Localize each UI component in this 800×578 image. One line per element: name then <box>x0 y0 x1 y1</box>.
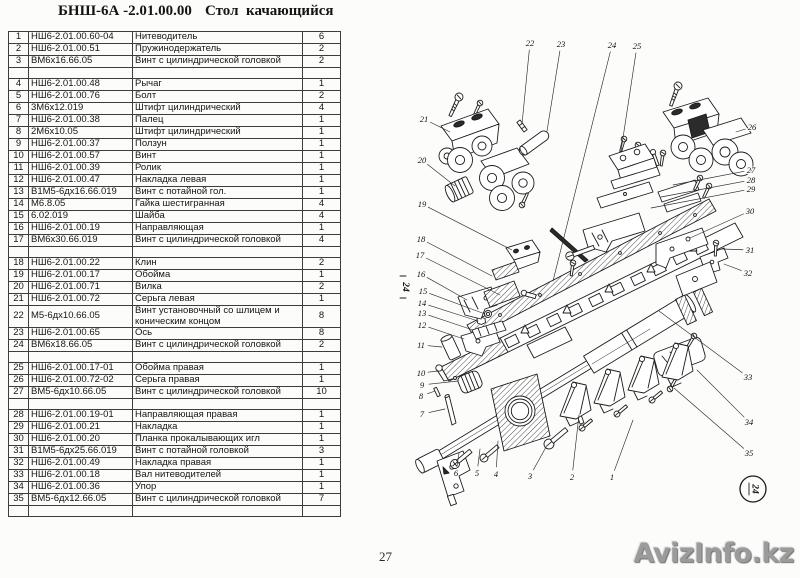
part-code-cell: ВМ6х18.66.05 <box>29 340 133 352</box>
callout-leader-22 <box>522 50 529 124</box>
table-row <box>9 235 341 247</box>
pin-cylinder-part <box>517 129 550 157</box>
part-name-cell: Вал нитеводителей <box>133 470 303 482</box>
part-code-cell: НШ6-2.01.00.21 <box>29 422 133 434</box>
part-name-cell: Винт установочный со шлицем и коническим концом <box>133 306 303 328</box>
table-row <box>9 434 341 446</box>
part-number-cell: 18 <box>9 258 29 270</box>
part-qty-cell: 1 <box>303 434 341 446</box>
callout-leader-17 <box>426 258 500 295</box>
table-row <box>9 340 341 352</box>
part-qty-cell: 3 <box>303 446 341 458</box>
part-name-cell: Штифт цилиндрический <box>133 127 303 139</box>
part-number-cell: 9 <box>9 139 29 151</box>
part-name-cell: Пружинодержатель <box>133 44 303 56</box>
link-lever-part <box>628 356 659 400</box>
part-number-cell: 15 <box>9 211 29 223</box>
callout-23: 23 <box>556 38 566 49</box>
part-number-cell: 13 <box>9 187 29 199</box>
callout-leader-8 <box>428 391 435 394</box>
table-row <box>9 115 341 127</box>
table-row <box>9 103 341 115</box>
callout-29: 29 <box>746 183 756 194</box>
callout-leader-19 <box>428 207 512 250</box>
part-qty-cell: 1 <box>303 363 341 375</box>
part-number-cell: 17 <box>9 235 29 247</box>
empty-cell <box>303 506 341 517</box>
part-code-cell: 6.02.019 <box>29 211 133 223</box>
part-code-cell: 3М6х12.019 <box>29 103 133 115</box>
table-row <box>9 282 341 294</box>
finger-part <box>444 394 456 425</box>
part-name-cell: Вилка <box>133 282 303 294</box>
table-row <box>9 175 341 187</box>
part-name-cell: Накладка <box>133 422 303 434</box>
part-number-cell: 1 <box>9 32 29 44</box>
table-spacer-row <box>9 352 341 363</box>
table-row <box>9 151 341 163</box>
part-qty-cell: 2 <box>303 56 341 68</box>
table-spacer-row <box>9 247 341 258</box>
part-qty-cell: 4 <box>303 199 341 211</box>
callout-20: 20 <box>417 154 427 165</box>
callout-leader-32 <box>724 264 741 271</box>
callout-9: 9 <box>419 379 425 390</box>
callout-1: 1 <box>609 471 615 482</box>
table-spacer-row <box>9 506 341 517</box>
part-qty-cell: 6 <box>303 32 341 44</box>
callout-33: 33 <box>743 371 753 382</box>
callout-30: 30 <box>745 205 755 216</box>
callout-leader-11 <box>428 346 442 347</box>
table-row <box>9 270 341 282</box>
part-code-cell: НШ6-2.01.00.39 <box>29 163 133 175</box>
part-code-cell: НШ6-2.01.00.19-01 <box>29 410 133 422</box>
view-marker <box>740 476 766 502</box>
empty-cell <box>9 399 29 410</box>
callout-34: 34 <box>744 416 754 427</box>
part-qty-cell: 10 <box>303 387 341 399</box>
part-number-cell: 25 <box>9 363 29 375</box>
exploded-view-diagram <box>398 20 800 525</box>
roller-part <box>440 334 461 361</box>
part-name-cell: Винт с потайной головкой <box>133 446 303 458</box>
part-name-cell: Ползун <box>133 139 303 151</box>
callout-17: 17 <box>415 249 425 260</box>
part-qty-cell: 2 <box>303 258 341 270</box>
link-lever-part <box>560 382 591 426</box>
callout-leader-16 <box>427 277 467 300</box>
part-code-cell: НШ6-2.01.00.49 <box>29 458 133 470</box>
part-qty-cell: 4 <box>303 235 341 247</box>
empty-cell <box>303 68 341 79</box>
part-qty-cell: 1 <box>303 139 341 151</box>
empty-cell <box>29 399 133 410</box>
callout-6: 6 <box>453 467 459 478</box>
empty-cell <box>9 68 29 79</box>
callout-27: 27 <box>746 164 756 175</box>
part-name-cell: Винт с потайной гол. <box>133 187 303 199</box>
callout-leader-3 <box>533 447 546 470</box>
part-number-cell: 11 <box>9 163 29 175</box>
empty-cell <box>9 247 29 258</box>
part-number-cell: 10 <box>9 151 29 163</box>
part-code-cell: НШ6-2.01.00.17-01 <box>29 363 133 375</box>
callout-25: 25 <box>632 40 642 51</box>
table-row <box>9 91 341 103</box>
part-code-cell: НШ6-2.01.00.51 <box>29 44 133 56</box>
callout-19: 19 <box>417 198 427 209</box>
part-number-cell: 22 <box>9 306 29 328</box>
part-qty-cell: 4 <box>303 103 341 115</box>
table-row <box>9 127 341 139</box>
part-qty-cell: 1 <box>303 79 341 91</box>
part-number-cell: 32 <box>9 458 29 470</box>
part-code-cell: НШ6-2.01.00.76 <box>29 91 133 103</box>
part-name-cell: Винт <box>133 151 303 163</box>
empty-cell <box>133 352 303 363</box>
table-row <box>9 482 341 494</box>
edge-marker <box>400 276 410 298</box>
part-qty-cell: 2 <box>303 340 341 352</box>
empty-cell <box>133 399 303 410</box>
table-row <box>9 494 341 506</box>
part-qty-cell: 2 <box>303 282 341 294</box>
part-name-cell: Клин <box>133 258 303 270</box>
empty-cell <box>303 399 341 410</box>
part-qty-cell: 1 <box>303 375 341 387</box>
table-row <box>9 458 341 470</box>
part-name-cell: Шайба <box>133 211 303 223</box>
callout-35: 35 <box>744 447 754 458</box>
part-number-cell: 3 <box>9 56 29 68</box>
callout-2: 2 <box>569 471 575 482</box>
empty-cell <box>303 352 341 363</box>
table-row <box>9 79 341 91</box>
table-row <box>9 56 341 68</box>
table-row <box>9 139 341 151</box>
part-name-cell: Винт с цилиндрической головкой <box>133 235 303 247</box>
screw-icon <box>658 150 666 166</box>
part-number-cell: 24 <box>9 340 29 352</box>
callout-26: 26 <box>747 121 757 132</box>
part-number-cell: 4 <box>9 79 29 91</box>
callout-31: 31 <box>745 244 755 255</box>
part-name-cell: Винт с цилиндрической головкой <box>133 494 303 506</box>
part-code-cell: НШ6-2.01.00.60-04 <box>29 32 133 44</box>
part-code-cell: НШ6-2.01.00.65 <box>29 328 133 340</box>
callout-24: 24 <box>607 39 617 50</box>
parts-table <box>8 31 341 517</box>
callout-12: 12 <box>417 319 427 330</box>
part-number-cell: 26 <box>9 375 29 387</box>
table-row <box>9 328 341 340</box>
table-row <box>9 258 341 270</box>
part-qty-cell: 1 <box>303 163 341 175</box>
empty-cell <box>133 506 303 517</box>
table-row <box>9 446 341 458</box>
part-code-cell: НШ6-2.01.00.71 <box>29 282 133 294</box>
screw-icon <box>667 81 683 107</box>
callout-leader-7 <box>429 409 445 413</box>
callout-3: 3 <box>527 470 533 481</box>
part-code-cell: В1М5-6дх16.66.019 <box>29 187 133 199</box>
part-name-cell: Палец <box>133 115 303 127</box>
callout-18: 18 <box>416 233 426 244</box>
part-code-cell: ВМ5-6дх10.66.05 <box>29 387 133 399</box>
part-number-cell: 23 <box>9 328 29 340</box>
table-row <box>9 410 341 422</box>
callout-8: 8 <box>418 390 424 401</box>
part-qty-cell: 2 <box>303 44 341 56</box>
callout-13: 13 <box>417 307 427 318</box>
part-name-cell: Винт с цилиндрической головкой <box>133 387 303 399</box>
callout-14: 14 <box>417 297 427 308</box>
empty-cell <box>29 352 133 363</box>
part-number-cell: 29 <box>9 422 29 434</box>
part-number-cell: 7 <box>9 115 29 127</box>
part-number-cell: 31 <box>9 446 29 458</box>
callout-15: 15 <box>418 285 428 296</box>
table-row <box>9 211 341 223</box>
empty-cell <box>303 247 341 258</box>
part-number-cell: 5 <box>9 91 29 103</box>
part-code-cell: НШ6-2.01.00.20 <box>29 434 133 446</box>
callout-leader-10 <box>428 371 438 372</box>
left-clamp-part <box>480 148 535 211</box>
part-code-cell: НШ6-2.01.00.57 <box>29 151 133 163</box>
empty-cell <box>29 506 133 517</box>
part-number-cell: 2 <box>9 44 29 56</box>
part-name-cell: Накладка левая <box>133 175 303 187</box>
part-name-cell: Серьга левая <box>133 294 303 306</box>
watermark: AvizInfo.kz <box>633 538 794 569</box>
part-qty-cell: 1 <box>303 482 341 494</box>
callout-28: 28 <box>746 174 756 185</box>
part-code-cell: НШ6-2.01.00.19 <box>29 223 133 235</box>
part-code-cell: НШ6-2.01.00.36 <box>29 482 133 494</box>
part-number-cell: 6 <box>9 103 29 115</box>
part-name-cell: Винт с цилиндрической головкой <box>133 56 303 68</box>
callout-leader-31 <box>722 249 743 250</box>
washer-part <box>485 311 492 318</box>
empty-cell <box>133 68 303 79</box>
part-qty-cell: 1 <box>303 187 341 199</box>
callout-21: 21 <box>419 113 429 124</box>
part-code-cell: НШ6-2.01.00.48 <box>29 79 133 91</box>
part-name-cell: Ролик <box>133 163 303 175</box>
callout-leader-1 <box>614 420 633 470</box>
table-spacer-row <box>9 68 341 79</box>
table-row <box>9 375 341 387</box>
callout-leader-23 <box>547 51 560 131</box>
part-code-cell: НШ6-2.01.00.72-02 <box>29 375 133 387</box>
table-row <box>9 306 341 328</box>
part-qty-cell: 1 <box>303 410 341 422</box>
table-row <box>9 470 341 482</box>
part-code-cell: НШ6-2.01.00.47 <box>29 175 133 187</box>
part-name-cell: Направляющая правая <box>133 410 303 422</box>
table-row <box>9 294 341 306</box>
page-number: 27 <box>379 549 392 564</box>
part-name-cell: Рычаг <box>133 79 303 91</box>
table-row <box>9 163 341 175</box>
empty-cell <box>9 352 29 363</box>
part-code-cell: НШ6-2.01.00.37 <box>29 139 133 151</box>
part-qty-cell: 7 <box>303 494 341 506</box>
part-qty-cell: 2 <box>303 91 341 103</box>
part-name-cell: Планка прокалывающих игл <box>133 434 303 446</box>
part-code-cell: НШ6-2.01.00.22 <box>29 258 133 270</box>
callout-16: 16 <box>416 268 426 279</box>
part-number-cell: 8 <box>9 127 29 139</box>
table-row <box>9 199 341 211</box>
part-name-cell: Винт с цилиндрической головкой <box>133 340 303 352</box>
callout-11: 11 <box>417 339 425 350</box>
table-row <box>9 387 341 399</box>
part-code-cell: ВМ5-6дх12.66.05 <box>29 494 133 506</box>
doc-title-code: БНШ-6А -2.01.00.00 <box>58 3 192 19</box>
part-name-cell: Гайка шестигранная <box>133 199 303 211</box>
part-qty-cell: 1 <box>303 175 341 187</box>
part-number-cell: 33 <box>9 470 29 482</box>
empty-cell <box>29 68 133 79</box>
part-code-cell: НШ6-2.01.00.72 <box>29 294 133 306</box>
part-name-cell: Нитеводитель <box>133 32 303 44</box>
part-name-cell: Штифт цилиндрический <box>133 103 303 115</box>
empty-cell <box>29 247 133 258</box>
part-qty-cell: 1 <box>303 422 341 434</box>
part-code-cell: 2М6х10.05 <box>29 127 133 139</box>
callout-7: 7 <box>419 408 425 419</box>
callout-5: 5 <box>474 467 480 478</box>
screw-icon <box>446 92 464 118</box>
callout-22: 22 <box>525 37 535 48</box>
bearing-block-part <box>491 374 550 451</box>
svg-text:24: 24 <box>400 282 410 292</box>
set-screw-icon <box>648 390 664 405</box>
part-name-cell: Накладка правая <box>133 458 303 470</box>
part-number-cell: 12 <box>9 175 29 187</box>
table-row <box>9 32 341 44</box>
table-row <box>9 187 341 199</box>
part-code-cell: ВМ6х16.66.05 <box>29 56 133 68</box>
part-qty-cell: 8 <box>303 328 341 340</box>
part-code-cell: НШ6-2.01.00.38 <box>29 115 133 127</box>
callout-leader-25 <box>621 53 636 151</box>
callout-leader-18 <box>427 242 492 276</box>
part-qty-cell: 1 <box>303 223 341 235</box>
part-number-cell: 30 <box>9 434 29 446</box>
table-row <box>9 44 341 56</box>
part-number-cell: 34 <box>9 482 29 494</box>
callout-leader-9 <box>429 381 458 384</box>
part-number-cell: 21 <box>9 294 29 306</box>
part-number-cell: 28 <box>9 410 29 422</box>
part-code-cell: В1М5-6дх25.66.019 <box>29 446 133 458</box>
part-qty-cell: 1 <box>303 470 341 482</box>
pin-part <box>434 387 441 396</box>
part-name-cell: Обойма <box>133 270 303 282</box>
part-name-cell: Обойма правая <box>133 363 303 375</box>
link-lever-part <box>594 369 625 413</box>
part-qty-cell: 1 <box>303 127 341 139</box>
part-qty-cell: 4 <box>303 211 341 223</box>
part-number-cell: 14 <box>9 199 29 211</box>
callout-10: 10 <box>416 367 426 378</box>
part-number-cell: 19 <box>9 270 29 282</box>
part-qty-cell: 1 <box>303 294 341 306</box>
part-qty-cell: 1 <box>303 115 341 127</box>
callout-32: 32 <box>743 267 753 278</box>
set-screw-icon <box>613 404 629 419</box>
doc-title-name: Стол качающийся <box>205 3 334 19</box>
part-qty-cell: 8 <box>303 306 341 328</box>
callout-leader-34 <box>697 370 744 417</box>
part-code-cell: НШ6-2.01.00.18 <box>29 470 133 482</box>
part-name-cell: Упор <box>133 482 303 494</box>
part-number-cell: 27 <box>9 387 29 399</box>
part-qty-cell: 1 <box>303 270 341 282</box>
callout-4: 4 <box>493 468 499 479</box>
part-number-cell: 16 <box>9 223 29 235</box>
part-name-cell: Серьга правая <box>133 375 303 387</box>
svg-text:24: 24 <box>749 484 760 494</box>
part-name-cell: Направляющая <box>133 223 303 235</box>
empty-cell <box>9 506 29 517</box>
table-row <box>9 422 341 434</box>
table-row <box>9 223 341 235</box>
part-qty-cell: 1 <box>303 458 341 470</box>
part-name-cell: Болт <box>133 91 303 103</box>
wedge-part <box>492 262 519 280</box>
part-qty-cell: 1 <box>303 151 341 163</box>
part-number-cell: 20 <box>9 282 29 294</box>
table-row <box>9 363 341 375</box>
part-code-cell: М6.8.05 <box>29 199 133 211</box>
table-spacer-row <box>9 399 341 410</box>
part-code-cell: НШ6-2.01.00.17 <box>29 270 133 282</box>
screw-icon <box>518 192 530 209</box>
part-code-cell: М5-6дх10.66.05 <box>29 306 133 328</box>
empty-cell <box>133 247 303 258</box>
part-number-cell: 35 <box>9 494 29 506</box>
part-code-cell: ВМ6х30.66.019 <box>29 235 133 247</box>
part-name-cell: Ось <box>133 328 303 340</box>
callout-leader-35 <box>674 388 744 448</box>
